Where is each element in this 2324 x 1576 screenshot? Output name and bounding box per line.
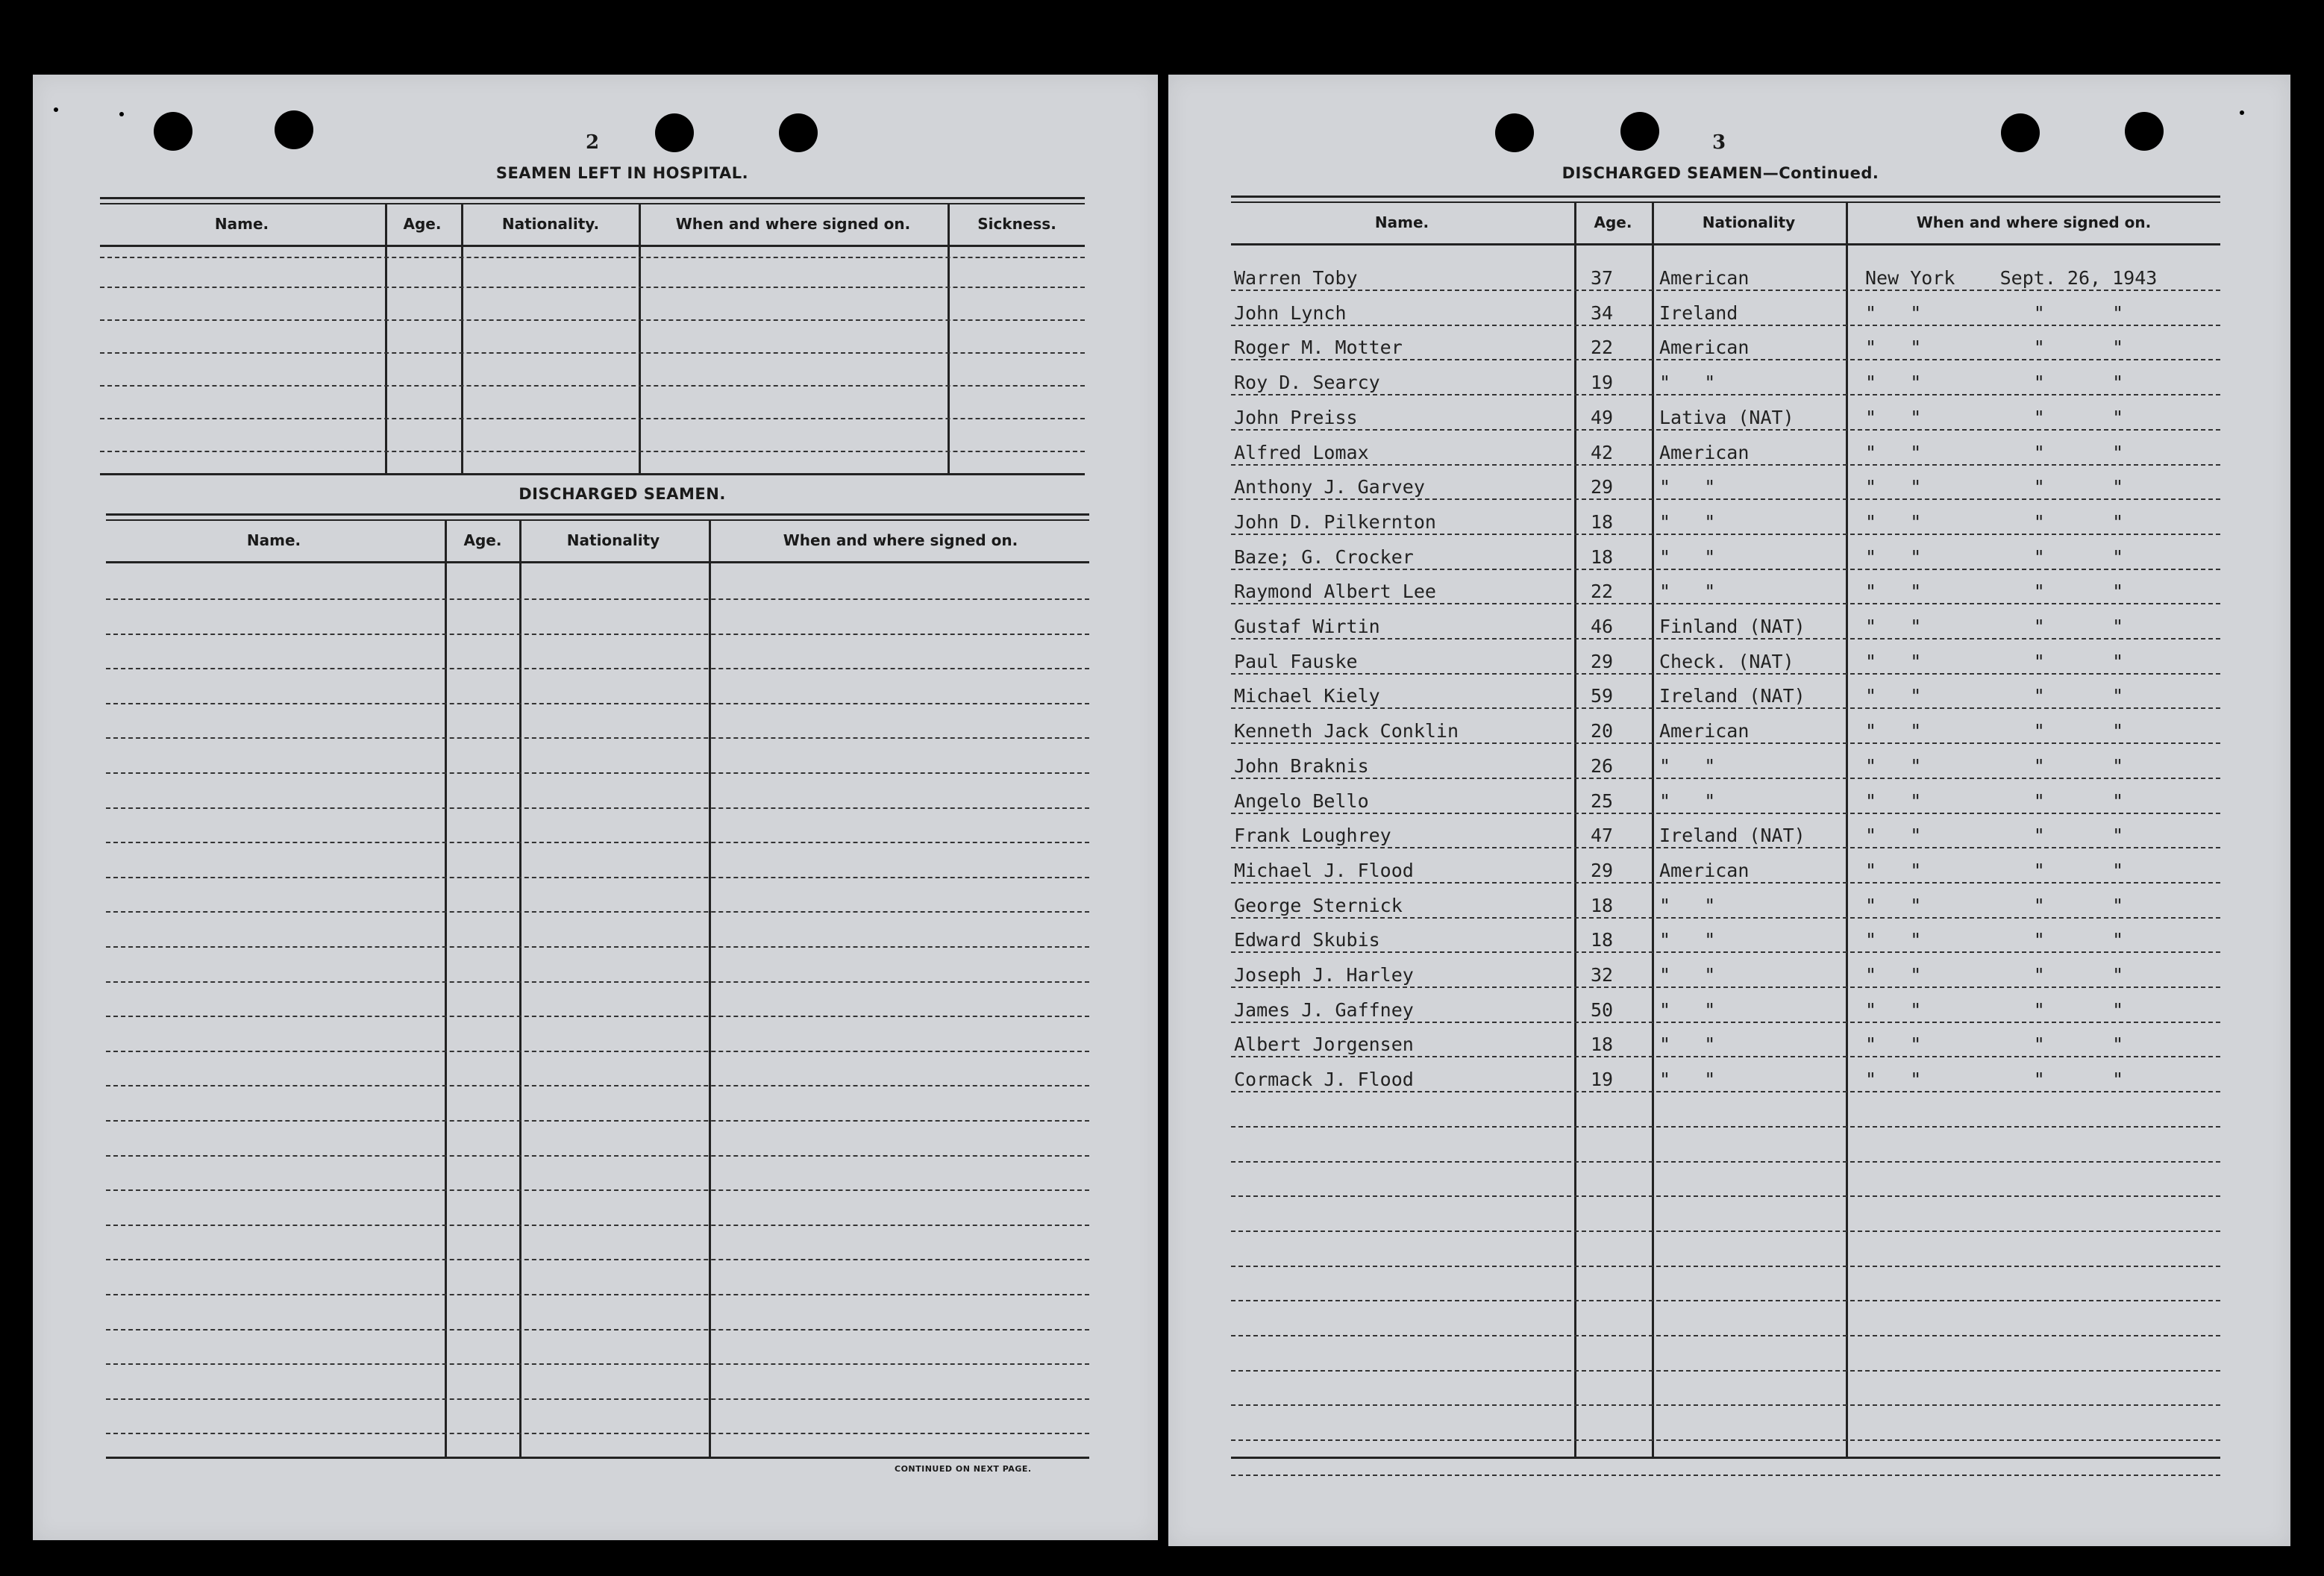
table-cell-name: Alfred Lomax [1234, 441, 1369, 463]
table-top-rule [100, 203, 1085, 204]
ruled-line [1231, 603, 2220, 604]
table-cell-name: Roy D. Searcy [1234, 372, 1380, 394]
speck [54, 107, 58, 112]
ruled-line [106, 772, 1089, 774]
table-cell-nationality: American [1659, 267, 1750, 289]
table-cell-signed-on: " " " " [1865, 789, 2124, 812]
ruled-line [106, 1051, 1089, 1052]
ruled-line [1231, 778, 2220, 779]
ruled-line [1231, 673, 2220, 675]
ruled-line [1231, 847, 2220, 848]
table-top-rule [1231, 196, 2220, 198]
table-cell-name: John Preiss [1234, 406, 1358, 428]
table-cell-nationality: American [1659, 441, 1750, 463]
ruled-line [1231, 1126, 2220, 1128]
table-cell-signed-on: " " " " [1865, 685, 2124, 707]
ruled-line [106, 1189, 1089, 1191]
binder-hole [1620, 112, 1659, 151]
table-cell-age: 20 [1591, 720, 1614, 742]
table-cell-signed-on: " " " " [1865, 406, 2124, 428]
column-header: When and where signed on. [675, 215, 911, 233]
table-cell-age: 26 [1591, 754, 1614, 777]
column-header: Name. [246, 531, 301, 549]
column-divider [709, 521, 711, 1457]
table-cell-nationality: Ireland (NAT) [1659, 825, 1805, 847]
ruled-line [100, 319, 1085, 321]
header-rule [1231, 243, 2220, 246]
table-cell-age: 19 [1591, 1069, 1614, 1091]
table-cell-nationality: " " [1659, 929, 1716, 951]
ruled-line [1231, 882, 2220, 884]
column-divider [385, 204, 387, 473]
table-cell-name: Gustaf Wirtin [1234, 616, 1380, 637]
ruled-line [106, 1225, 1089, 1226]
table-cell-signed-on: " " " " [1865, 301, 2124, 324]
table-cell-signed-on: " " " " [1865, 1034, 2124, 1056]
page-number: 2 [585, 131, 600, 154]
table-cell-signed-on: " " " " [1865, 441, 2124, 463]
table-bottom-rule [1231, 1457, 2220, 1459]
table-cell-nationality: " " [1659, 476, 1716, 498]
table-cell-age: 18 [1591, 545, 1614, 568]
column-header: Sickness. [977, 215, 1056, 233]
ruled-line [1231, 429, 2220, 431]
column-header: Age. [463, 531, 502, 549]
table-cell-nationality: American [1659, 337, 1750, 359]
ruled-line [1231, 1195, 2220, 1197]
table-cell-age: 37 [1591, 267, 1614, 289]
table-cell-age: 49 [1591, 406, 1614, 428]
binder-hole [779, 113, 818, 152]
table-top-rule [1231, 201, 2220, 203]
table-cell-signed-on: " " " " [1865, 859, 2124, 881]
ruled-line [1231, 1335, 2220, 1336]
column-divider [445, 521, 447, 1457]
header-rule [106, 561, 1089, 563]
table-cell-name: John D. Pilkernton [1234, 510, 1436, 533]
column-header: Nationality. [501, 215, 600, 233]
ruled-line [1231, 1161, 2220, 1163]
ruled-line [1231, 359, 2220, 360]
table-cell-name: Cormack J. Flood [1234, 1069, 1414, 1091]
ruled-line [106, 737, 1089, 739]
table-cell-name: John Lynch [1234, 301, 1347, 324]
table-bottom-rule [106, 1457, 1089, 1459]
ruled-line [106, 1363, 1089, 1365]
table-cell-nationality: " " [1659, 754, 1716, 777]
binder-hole [2125, 112, 2164, 151]
table-cell-name: Albert Jorgensen [1234, 1034, 1414, 1056]
ruled-line [1231, 325, 2220, 326]
ruled-line [100, 451, 1085, 452]
binder-hole [2001, 113, 2040, 152]
table-cell-nationality: " " [1659, 510, 1716, 533]
ruled-line [106, 634, 1089, 635]
table-cell-nationality: " " [1659, 581, 1716, 603]
table-cell-signed-on: " " " " [1865, 825, 2124, 847]
ruled-line [100, 257, 1085, 258]
ruled-line [1231, 1091, 2220, 1092]
table-top-rule [100, 197, 1085, 199]
ruled-line [1231, 1022, 2220, 1023]
table-cell-nationality: Check. (NAT) [1659, 650, 1794, 672]
ruled-line [106, 1294, 1089, 1295]
ruled-line [1231, 464, 2220, 466]
table-cell-signed-on: " " " " [1865, 616, 2124, 637]
table-cell-signed-on: " " " " [1865, 581, 2124, 603]
table-cell-name: Baze; G. Crocker [1234, 545, 1414, 568]
ruled-line [106, 946, 1089, 948]
table-cell-signed-on: " " " " [1865, 510, 2124, 533]
table-cell-signed-on: " " " " [1865, 476, 2124, 498]
table-cell-name: Frank Loughrey [1234, 825, 1391, 847]
ruled-line [1231, 707, 2220, 709]
ruled-line [1231, 1231, 2220, 1232]
table-cell-name: George Sternick [1234, 894, 1403, 916]
left-page [33, 75, 1158, 1540]
ruled-line [106, 1120, 1089, 1122]
column-header: Age. [403, 215, 442, 233]
table-cell-age: 18 [1591, 894, 1614, 916]
table-cell-signed-on: " " " " [1865, 650, 2124, 672]
ruled-line [106, 981, 1089, 983]
column-divider [948, 204, 950, 473]
ruled-line [106, 668, 1089, 669]
page-number: 3 [1711, 131, 1726, 154]
column-header: Name. [1374, 213, 1429, 231]
column-header: Nationality [566, 531, 660, 549]
ruled-line [1231, 1404, 2220, 1406]
table-cell-nationality: " " [1659, 545, 1716, 568]
column-divider [1652, 203, 1654, 1457]
header-rule [100, 245, 1085, 247]
ruled-line [1231, 1370, 2220, 1372]
table-cell-age: 22 [1591, 337, 1614, 359]
binder-hole [1495, 113, 1534, 152]
column-divider [1846, 203, 1848, 1457]
discharged-section-title: DISCHARGED SEAMEN. [519, 485, 726, 503]
binder-hole [154, 112, 192, 151]
ruled-line [100, 385, 1085, 387]
speck [2240, 110, 2244, 115]
table-cell-nationality: American [1659, 859, 1750, 881]
table-cell-name: Angelo Bello [1234, 789, 1369, 812]
table-cell-name: Raymond Albert Lee [1234, 581, 1436, 603]
continued-section-title: DISCHARGED SEAMEN—Continued. [1562, 164, 1879, 182]
ruled-line [106, 911, 1089, 913]
speck [119, 112, 124, 116]
table-cell-signed-on: " " " " [1865, 720, 2124, 742]
column-divider [519, 521, 522, 1457]
ruled-line [1231, 290, 2220, 291]
ruled-line [106, 1155, 1089, 1157]
ruled-line [1231, 1475, 2220, 1476]
ruled-line [106, 1085, 1089, 1086]
ruled-line [1231, 1439, 2220, 1441]
table-cell-name: Kenneth Jack Conklin [1234, 720, 1459, 742]
table-top-rule [106, 513, 1089, 516]
table-cell-age: 18 [1591, 1034, 1614, 1056]
table-cell-name: John Braknis [1234, 754, 1369, 777]
table-cell-nationality: " " [1659, 372, 1716, 394]
table-top-rule [106, 519, 1089, 521]
table-cell-signed-on: " " " " [1865, 372, 2124, 394]
column-header: When and where signed on. [783, 531, 1018, 549]
ruled-line [1231, 569, 2220, 570]
column-divider [639, 204, 641, 473]
table-cell-name: Joseph J. Harley [1234, 964, 1414, 986]
table-cell-signed-on: New York Sept. 26, 1943 [1865, 267, 2158, 289]
table-cell-signed-on: " " " " [1865, 929, 2124, 951]
table-cell-nationality: " " [1659, 1069, 1716, 1091]
table-cell-signed-on: " " " " [1865, 1069, 2124, 1091]
column-divider [1574, 203, 1576, 1457]
table-cell-age: 50 [1591, 998, 1614, 1021]
table-cell-age: 25 [1591, 789, 1614, 812]
binder-hole [655, 113, 694, 152]
ruled-line [1231, 951, 2220, 953]
ruled-line [100, 287, 1085, 288]
ruled-line [1231, 742, 2220, 744]
ruled-line [100, 352, 1085, 354]
table-cell-nationality: " " [1659, 1034, 1716, 1056]
table-cell-nationality: Finland (NAT) [1659, 616, 1805, 637]
table-cell-signed-on: " " " " [1865, 894, 2124, 916]
right-page [1168, 75, 2290, 1546]
table-cell-name: Paul Fauske [1234, 650, 1358, 672]
ruled-line [1231, 917, 2220, 919]
column-header: When and where signed on. [1916, 213, 2152, 231]
table-cell-signed-on: " " " " [1865, 998, 2124, 1021]
ruled-line [106, 1433, 1089, 1434]
table-cell-age: 47 [1591, 825, 1614, 847]
table-cell-age: 18 [1591, 510, 1614, 533]
column-divider [461, 204, 463, 473]
table-cell-nationality: " " [1659, 964, 1716, 986]
hospital-section-title: SEAMEN LEFT IN HOSPITAL. [495, 164, 749, 182]
ruled-line [1231, 1266, 2220, 1267]
ruled-line [106, 1016, 1089, 1017]
table-cell-signed-on: " " " " [1865, 337, 2124, 359]
ruled-line [1231, 394, 2220, 395]
table-cell-age: 22 [1591, 581, 1614, 603]
table-cell-signed-on: " " " " [1865, 545, 2124, 568]
binder-hole [275, 110, 313, 149]
ruled-line [106, 1259, 1089, 1260]
table-cell-name: Warren Toby [1234, 267, 1358, 289]
ruled-line [1231, 534, 2220, 535]
table-cell-age: 29 [1591, 859, 1614, 881]
table-cell-age: 46 [1591, 616, 1614, 637]
table-cell-nationality: Lativa (NAT) [1659, 406, 1794, 428]
table-cell-signed-on: " " " " [1865, 964, 2124, 986]
table-cell-age: 32 [1591, 964, 1614, 986]
table-cell-nationality: " " [1659, 998, 1716, 1021]
column-header: Name. [214, 215, 269, 233]
table-cell-signed-on: " " " " [1865, 754, 2124, 777]
table-cell-nationality: " " [1659, 894, 1716, 916]
table-cell-nationality: " " [1659, 789, 1716, 812]
table-cell-name: Roger M. Motter [1234, 337, 1403, 359]
table-cell-name: Edward Skubis [1234, 929, 1380, 951]
table-cell-age: 18 [1591, 929, 1614, 951]
ruled-line [1231, 986, 2220, 988]
ruled-line [1231, 1056, 2220, 1057]
table-cell-age: 42 [1591, 441, 1614, 463]
table-cell-age: 59 [1591, 685, 1614, 707]
table-cell-age: 29 [1591, 650, 1614, 672]
continued-note: CONTINUED ON NEXT PAGE. [895, 1464, 1032, 1474]
table-bottom-rule [100, 473, 1085, 475]
ruled-line [106, 877, 1089, 878]
table-cell-age: 34 [1591, 301, 1614, 324]
column-header: Age. [1594, 213, 1632, 231]
ruled-line [1231, 638, 2220, 640]
table-cell-name: Michael Kiely [1234, 685, 1380, 707]
table-cell-name: James J. Gaffney [1234, 998, 1414, 1021]
ruled-line [1231, 498, 2220, 500]
table-cell-name: Anthony J. Garvey [1234, 476, 1425, 498]
ruled-line [106, 1329, 1089, 1330]
ruled-line [106, 807, 1089, 809]
table-cell-nationality: American [1659, 720, 1750, 742]
ruled-line [106, 598, 1089, 600]
ruled-line [106, 842, 1089, 843]
ruled-line [106, 1398, 1089, 1400]
ruled-line [100, 418, 1085, 419]
table-cell-age: 19 [1591, 372, 1614, 394]
column-header: Nationality [1702, 213, 1796, 231]
ruled-line [1231, 813, 2220, 814]
table-cell-name: Michael J. Flood [1234, 859, 1414, 881]
table-cell-nationality: Ireland [1659, 301, 1738, 324]
ruled-line [1231, 1300, 2220, 1301]
table-cell-age: 29 [1591, 476, 1614, 498]
table-cell-nationality: Ireland (NAT) [1659, 685, 1805, 707]
ruled-line [106, 703, 1089, 704]
